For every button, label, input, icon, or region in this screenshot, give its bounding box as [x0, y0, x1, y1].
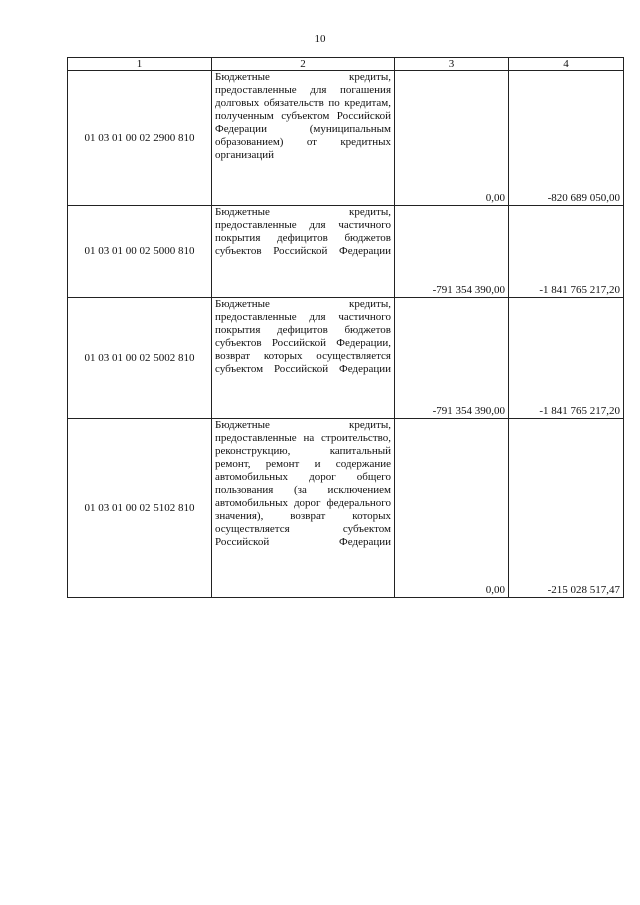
- budget-code-cell: 01 03 01 00 02 2900 810: [68, 71, 212, 206]
- description-cell: Бюджетные кредиты, предоставленные для частичного покрытия дефицитов бюджетов субъектов Российской Федерации, возврат которых осуществляется субъектом Российской Федерации: [212, 298, 395, 419]
- column-header-2: 2: [212, 58, 395, 71]
- column-header-3: 3: [395, 58, 509, 71]
- amount-col4-cell: -215 028 517,47: [509, 419, 624, 598]
- table-header-row: [68, 58, 624, 71]
- table-row: [68, 206, 624, 298]
- table-row: [68, 419, 624, 598]
- description-cell: Бюджетные кредиты, предоставленные для погашения долговых обязательств по кредитам, полученным субъектом Российской Федерации (муниципальным образованием) от кредитных организаций: [212, 71, 395, 206]
- budget-code-cell: 01 03 01 00 02 5102 810: [68, 419, 212, 598]
- amount-col4-cell: -820 689 050,00: [509, 71, 624, 206]
- budget-code-cell: 01 03 01 00 02 5002 810: [68, 298, 212, 419]
- description-cell: Бюджетные кредиты, предоставленные на строительство, реконструкцию, капитальный ремонт, ремонт и содержание автомобильных дорог общего пользования (за исключением автомобильных дорог федерального значения), возврат которых осуществляется субъектом Российской Федерации: [212, 419, 395, 598]
- table-row: [68, 298, 624, 419]
- amount-col4-cell: -1 841 765 217,20: [509, 298, 624, 419]
- description-cell: Бюджетные кредиты, предоставленные для частичного покрытия дефицитов бюджетов субъектов Российской Федерации: [212, 206, 395, 298]
- amount-col3-cell: 0,00: [395, 71, 509, 206]
- amount-col3-cell: -791 354 390,00: [395, 298, 509, 419]
- budget-table: [67, 57, 624, 598]
- amount-col3-cell: 0,00: [395, 419, 509, 598]
- page-number: 10: [314, 33, 326, 45]
- amount-col3-cell: -791 354 390,00: [395, 206, 509, 298]
- amount-col4-cell: -1 841 765 217,20: [509, 206, 624, 298]
- budget-code-cell: 01 03 01 00 02 5000 810: [68, 206, 212, 298]
- column-header-4: 4: [509, 58, 624, 71]
- column-header-1: 1: [68, 58, 212, 71]
- table-row: [68, 71, 624, 206]
